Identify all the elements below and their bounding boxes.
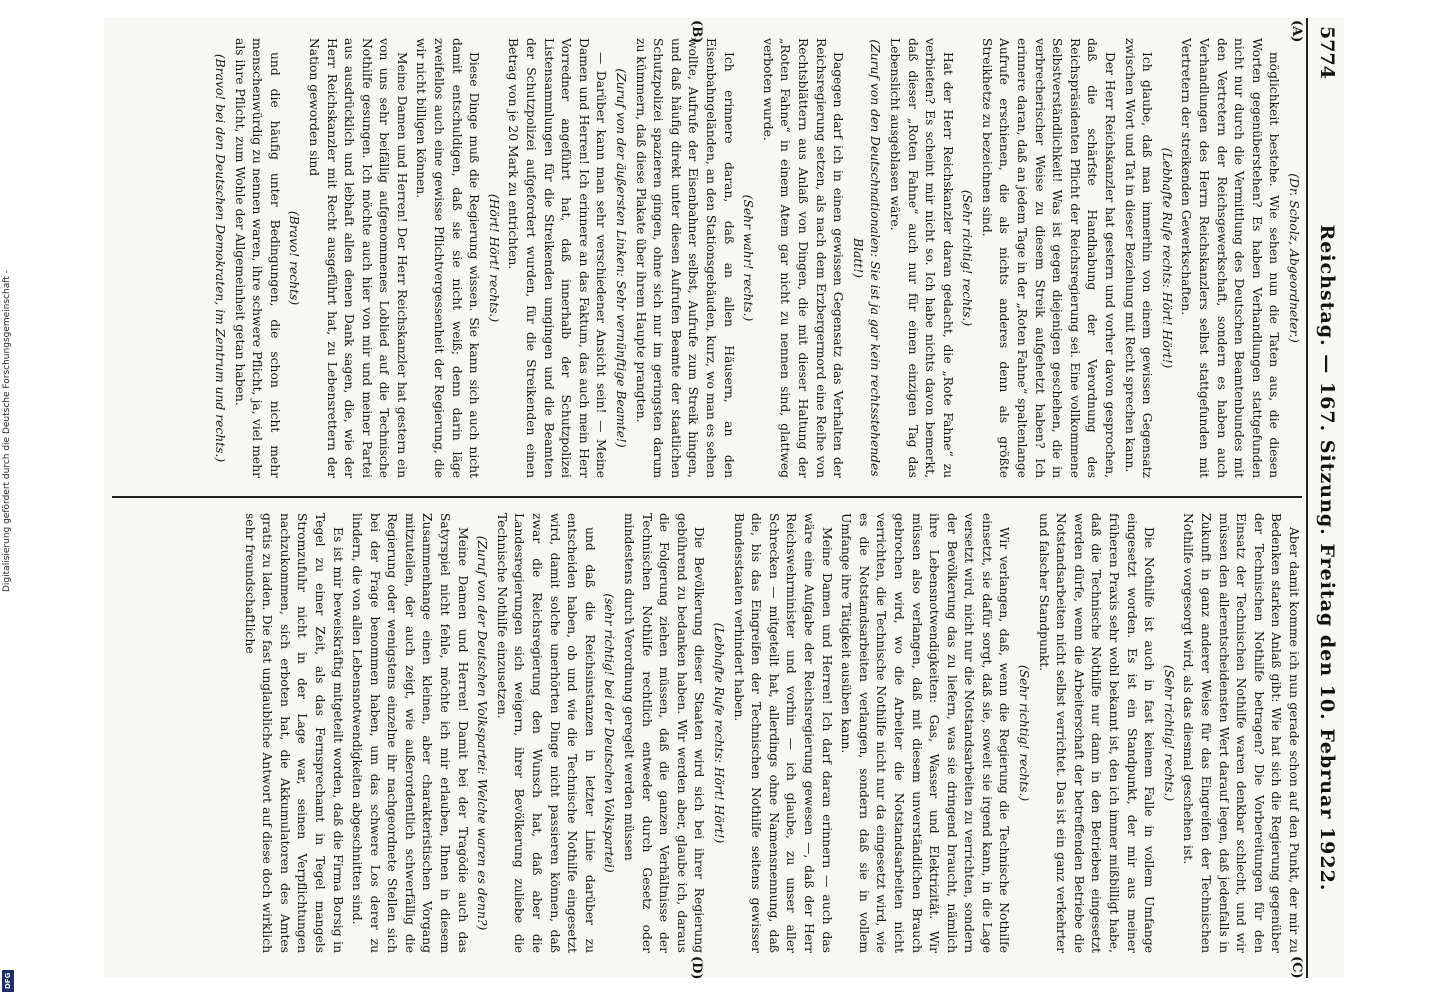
paragraph: Wir verlangen, daß, wenn die Regierung die Technische Nothilfe einsetzt, sie dafür sorgt, daß sie, soweit sie irgend kann, in die Lage versetzt wird, nicht nur die Notstandsarbeiten zu verrichten, sondern der Bevölkerung das zu liefern, was sie dringend braucht, nämlich ihre Lebensnotwendigkeiten: Gas, Wasser und Elektrizität. Wir müssen also verlangen, daß mit diesem unverständlichen Brauch gebrochen wird, wo die Arbeiter die Notstandsarbeiten nicht verrichten, die Technische Nothilfe nicht nur da eingesetzt wird, wie es die Notstandsarbeiten verlangen, sondern daß sie in vollem Umfange ihre Tätigkeit ausüben kann. (839, 513, 1012, 953)
paragraph: Es ist mir beweiskräftig mitgeteilt worden, daß die Firma Borsig in Tegel zu einer Zeit, als das Fernsprechamt in Tegel mangels Stromzufuhr nicht in der Lage war, seinen Verpflichtungen nachzukommen, sich erboten hat, die Akkumulatoren des Amtes gratis zu laden. Die fast unglaubliche Antwort auf diese doch wirklich sehr freundschaftliche (242, 513, 345, 953)
running-title: Reichstag. — 167. Sitzung. Freitag den 10. Februar 1922. (1316, 224, 1338, 892)
left-column (112, 38, 1302, 478)
paragraph: Ich glaube, daß man immerhin von einem gewissen Gegensatz zwischen Wort und Tat in dieser Beziehung mit Recht sprechen kann. (1122, 38, 1155, 478)
margin-marker-b: (B) (689, 20, 704, 44)
speaker-note: (Dr. Scholz, Abgeordneter.) (1287, 173, 1301, 343)
paragraph: Die Nothilfe ist auch in fast keinem Falle in vollem Umfange eingesetzt worden. Es ist ein Standpunkt, der mir aus meiner früheren Praxis sehr wohl bekannt ist, den ich immer mißbilligt habe, daß die Technische Nothilfe nur dann in den Betrieben eingesetzt werden dürfe, wenn die Arbeiterschaft der betreffenden Betriebe die Notstandsarbeiten nicht selbst verrichtet. Das ist ein ganz verkehrter und falscher Standpunkt. (1036, 513, 1157, 953)
paragraph: und die häufig unter Bedingungen, die schon nicht mehr menschenwürdig zu nennen waren, ihre schwere Pflicht, ja, viel mehr als ihre Pflicht, zum Wohle der Allgemeinheit getan haben. (232, 38, 282, 478)
paragraph: Ich erinnere daran, daß an allen Häusern, an den Eisenbahngeländen, an den Stationsgebäuden, kurz, wo man es sehen wollte, Aufrufe der Eisenbahner selbst, Aufrufe zum Streik hingen, und daß häufig direkt unter diesen Aufrufen Beamte der staatlichen Schutzpolizei spazieren gingen, ohne sich nur im geringsten darum zu kümmern, daß diese Plakate über ihrem Haupte prangten. (633, 38, 736, 478)
paragraph: Meine Damen und Herren! Der Herr Reichskanzler hat gestern ein von uns sehr beifällig aufgenommenes Loblied auf die Technische Nothilfe gesungen. Ich möchte auch hier von mir und meiner Partei aus ausdrücklich und lebhaft allen denen Dank sagen, die, wie der Herr Reichskanzler mit Recht ausgeführt hat, zu Lebensrettern der Nation geworden sind (306, 38, 409, 478)
interjection: (Zuruf von den Deutschnationalen: Sie ist ja gar kein rechtsstehendes Blatt!) (850, 39, 883, 477)
paragraph: Dagegen darf ich in einen gewissen Gegensatz das Verhalten der Reichsregierung setzen, als nach dem Erzbergermord eine Reihe von Rechtsblättern aus Anlaß von Dingen, die mit dieser Haltung der „Roten Fahne“ in einem Atem gar nicht zu nennen sind, glattweg verboten wurde. (760, 38, 846, 478)
interjection: (Bravo! rechts) (287, 210, 302, 306)
paragraph: Hat der Herr Reichskanzler daran gedacht, die „Rote Fahne“ zu verbieten? Es scheint mir nicht so. Ich habe nichts davon bemerkt, daß dieser „Roten Fahne“ auch nur für einen einzigen Tag das Lebenslicht ausgeblasen wäre. (887, 38, 955, 478)
interjection: (Zuruf von der äußersten Linken: Sehr vernünftige Beamte!) (614, 68, 629, 448)
paragraph: Aber damit komme ich nun gerade schon auf den Punkt, der mir zu Bedenken starken Anlaß gibt: Wie hat sich die Regierung gegenüber der Technischen Nothilfe betragen? Die Vorbereitungen für den Einsatz der Technischen Nothilfe waren denkbar schlecht, und wir müssen den allerentscheidensten Wert darauf legen, daß jedenfalls in Zukunft in ganz anderer Weise für das Eingreifen der Technischen Nothilfe vorgesorgt wird, als das diesmal geschehen ist. (1181, 513, 1301, 953)
paragraph: Die Bevölkerung dieser Staaten wird sich bei ihrer Regierung gebührend zu bedanken haben. Wir werden aber, glaube ich, daraus die Folgerung ziehen müssen, daß die ganzen Verhältnisse der Technischen Nothilfe rechtlich entweder durch Gesetz oder mindestens durch Verordnung geregelt werden müssen (622, 513, 707, 953)
interjection: (Sehr richtig! rechts.) (1017, 664, 1032, 802)
scanned-page (104, 18, 1344, 978)
interjection: (Lebhafte Rufe rechts: Hört! Hört!) (712, 622, 726, 844)
interjection: (Bravo! bei den Deutschen Demokraten, im Zentrum und rechts.) (212, 53, 227, 463)
paragraph: Meine Damen und Herren! Damit bei der Tragödie auch das Satyrspiel nicht fehle, möchte ich mir erlauben, Ihnen in diesem Zusammenhange einen kleinen, aber charakteristischen Vorgang mitzuteilen, der auch zeigt, wie außerordentlich schwerfällig die Regierung oder wenigstens einzelne ihr nachgeordnete Stellen sich bei der Frage benommen haben, um das schwere Los derer zu lindern, die von allen Lebensnotwendigkeiten abgeschnitten sind. (350, 513, 470, 953)
page-number: 5774 (1316, 26, 1338, 79)
paragraph: Diese Dinge muß die Regierung wissen. Sie kann sich auch nicht damit entschuldigen, daß sie sie nicht weiß; denn darin läge zweifellos auch eine gewisse Pflichtvergessenheit der Regierung, die wir nicht billigen können. (414, 38, 482, 478)
digitization-credit: Digitalisierung gefördert durch die Deutsche Forschungsgemeinschaft - (2, 270, 12, 592)
paragraph: Der Herr Reichskanzler hat gestern und vorher davon gesprochen, daß die schärfste Handhabung der Verordnung des Reichspräsidenten Pflicht der Reichsregierung sei. Eine vollkommene Selbstverständlichkeit! Was ist gegen diejenigen geschehen, die in verbrecherischer Weise zu diesem Streik aufgehetzt haben? Ich erinnere daran, daß an jedem Tage in der „Roten Fahne“ spaltenlange Aufrufe erschienen, die als nichts anderes denn als größte Streikhetze zu bezeichnen sind. (979, 38, 1118, 478)
interjection: (sehr richtig! bei der Deutschen Volkspartei) (602, 593, 617, 873)
interjection: (Hört! Hört! rechts.) (486, 193, 501, 323)
column-divider (112, 496, 1302, 498)
paragraph: — Darüber kann man sehr verschiedener Ansicht sein! — Meine Damen und Herren! Ich erinnere an das Faktum, das auch mein Herr Vorredner angeführt hat, daß innerhalb der Schutzpolizei Listensammlungen für die Streikenden umgingen und die Beamten der Schutzpolizei aufgefordert wurden, für die Streikenden einen Betrag von je 20 Mark zu entrichten. (506, 38, 609, 478)
right-column (112, 513, 1302, 953)
paragraph: möglichkeit bestehe. Wie sehen nun die Taten aus, die diesen Worten gegenüberstehen? Es haben Verhandlungen stattgefunden nicht nur durch die Vermittlung des Deutschen Beamtenbundes mit den Vertretern der Reichsgewerkschaft, sondern es haben auch Verhandlungen des Herrn Reichskanzlers selbst stattgefunden mit Vertretern der streikenden Gewerkschaften. (1179, 38, 1282, 478)
paragraph: und daß die Reichsinstanzen in letzter Linie darüber zu entscheiden haben, ob und wie die Technische Nothilfe eingesetzt wird, damit solche unerhörten Dinge nicht passieren können, daß zwar die Reichsregierung den Wunsch hat, daß aber die Landesregierungen sich weigern, ihrer Bevölkerung zuliebe die Technische Nothilfe einzusetzen. (494, 513, 597, 953)
interjection: (Lebhafte Rufe rechts: Hört! Hört!) (1159, 147, 1174, 369)
margin-marker-a: (A) (1289, 20, 1304, 43)
interjection: (Sehr richtig! rechts.) (1161, 664, 1176, 802)
paragraph: Meine Damen und Herren! Ich darf daran erinnern — auch das wäre eine Aufgabe der Reichsregierung gewesen —, daß der Herr Reichswehrminister und vorhin — ich glaube, zu unser aller Schrecken — mitgeteilt hat, allerdings ohne Namensnennung, daß die, bis das Eingreifen der Technischen Nothilfe seitens gewisser Bundesstaaten verhindert haben. (731, 513, 834, 953)
margin-marker-d: (D) (689, 956, 704, 980)
page-header (1306, 18, 1344, 978)
dfg-logo: DFG (2, 970, 14, 992)
margin-marker-c: (C) (1289, 956, 1304, 979)
interjection: (Sehr wahr! rechts.) (741, 194, 756, 322)
interjection: (Zuruf von der Deutschen Volkspartei: Welche waren es denn?) (475, 535, 490, 931)
interjection: (Sehr richtig! rechts.) (960, 189, 975, 327)
